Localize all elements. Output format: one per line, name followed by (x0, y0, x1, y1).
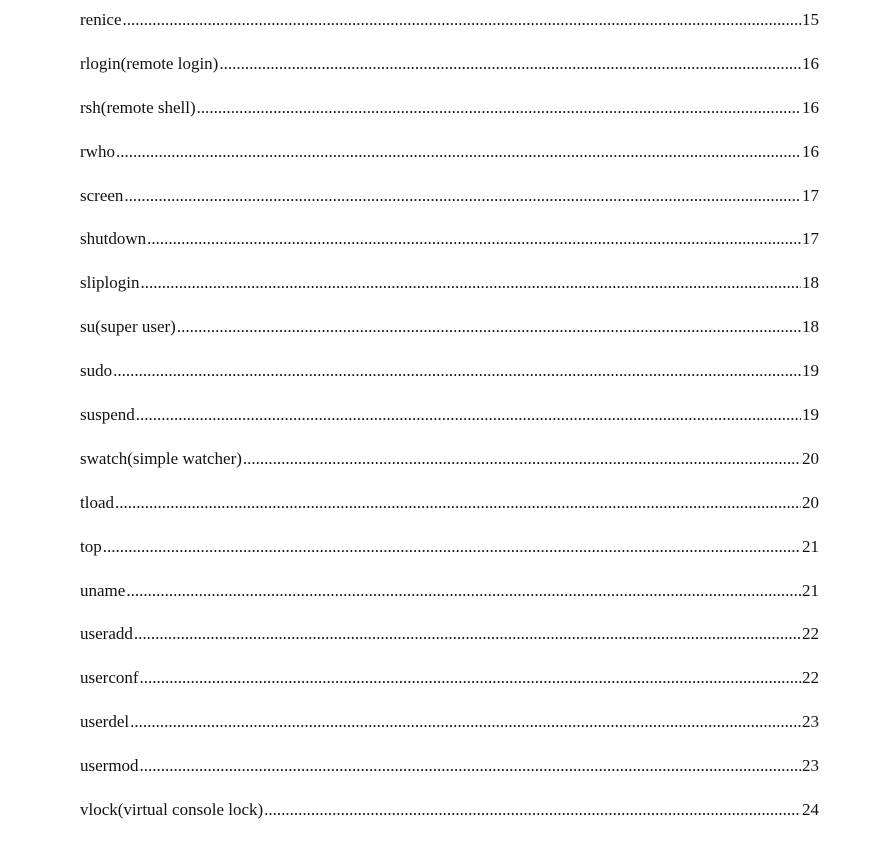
dot-leader (124, 186, 801, 206)
toc-entry-shutdown[interactable] (80, 229, 819, 273)
dot-leader (126, 581, 801, 601)
toc-entry-swatch[interactable] (80, 449, 819, 493)
toc-entry-su[interactable] (80, 317, 819, 361)
toc-entry-useradd[interactable] (80, 624, 819, 668)
toc-entry-label: sliplogin (80, 273, 140, 293)
toc-entry-rwho[interactable] (80, 142, 819, 186)
toc-entry-rsh[interactable] (80, 98, 819, 142)
dot-leader (147, 229, 801, 249)
toc-entry-label: top (80, 536, 102, 556)
dot-leader (115, 493, 801, 513)
toc-entry-page: 24 (802, 800, 819, 820)
toc-entry-screen[interactable] (80, 186, 819, 230)
toc-entry-sliplogin[interactable] (80, 273, 819, 317)
toc-entry-page: 23 (802, 712, 819, 732)
toc-entry-userconf[interactable] (80, 668, 819, 712)
toc-entry-label: vlock(virtual console lock) (80, 800, 264, 820)
dot-leader (116, 142, 801, 162)
toc-entry-page: 22 (802, 624, 819, 644)
toc-entry-usermod[interactable] (80, 756, 819, 800)
toc-entry-page: 21 (802, 580, 819, 600)
toc-entry-label: tload (80, 492, 114, 512)
dot-leader (197, 98, 801, 118)
toc-entry-suspend[interactable] (80, 405, 819, 449)
toc-entry-label: renice (80, 10, 122, 29)
toc-entry-vlock[interactable] (80, 800, 819, 844)
toc-entry-page: 20 (802, 492, 819, 512)
toc-entry-label: usermod (80, 756, 139, 776)
toc-entry-page: 15 (802, 10, 819, 29)
toc-entry-label: shutdown (80, 229, 147, 249)
toc-entry-page: 17 (802, 185, 819, 205)
toc-entry-page: 20 (802, 448, 819, 468)
toc-entry-label: screen (80, 185, 124, 205)
toc-entry-uname[interactable] (80, 581, 819, 625)
toc-entry-sudo[interactable] (80, 361, 819, 405)
toc-entry-page: 21 (802, 536, 819, 556)
toc-entry-userdel[interactable] (80, 712, 819, 756)
toc-entry-page: 19 (802, 405, 819, 425)
toc-entry-label: sudo (80, 361, 113, 381)
toc-entry-page: 19 (802, 361, 819, 381)
toc-entry-page: 18 (802, 273, 819, 293)
dot-leader (123, 10, 801, 30)
dot-leader (136, 405, 801, 425)
toc-entry-rlogin[interactable] (80, 54, 819, 98)
dot-leader (140, 756, 801, 776)
dot-leader (219, 54, 801, 74)
toc-entry-label: su(super user) (80, 317, 176, 337)
toc-entry-label: userdel (80, 712, 130, 732)
dot-leader (264, 800, 801, 820)
toc-entry-page: 18 (802, 317, 819, 337)
toc-entry-page: 17 (802, 229, 819, 249)
toc-entry-page: 16 (802, 97, 819, 117)
toc-entry-tload[interactable] (80, 493, 819, 537)
dot-leader (134, 624, 801, 644)
table-of-contents (80, 10, 819, 844)
toc-entry-top[interactable] (80, 537, 819, 581)
toc-entry-renice[interactable] (80, 10, 819, 54)
toc-entry-page: 22 (802, 668, 819, 688)
dot-leader (243, 449, 801, 469)
toc-entry-label: rwho (80, 141, 115, 161)
toc-entry-label: rlogin(remote login) (80, 53, 219, 73)
dot-leader (103, 537, 801, 557)
toc-entry-label: useradd (80, 624, 133, 644)
dot-leader (140, 668, 801, 688)
toc-entry-page: 23 (802, 756, 819, 776)
toc-entry-page: 16 (802, 141, 819, 161)
toc-entry-label: swatch(simple watcher) (80, 448, 242, 468)
toc-entry-label: uname (80, 580, 126, 600)
dot-leader (130, 712, 801, 732)
dot-leader (113, 361, 801, 381)
toc-entry-page: 16 (802, 53, 819, 73)
toc-entry-label: userconf (80, 668, 139, 688)
toc-entry-label: rsh(remote shell) (80, 97, 196, 117)
dot-leader (177, 317, 801, 337)
dot-leader (141, 273, 801, 293)
toc-entry-label: suspend (80, 405, 135, 425)
